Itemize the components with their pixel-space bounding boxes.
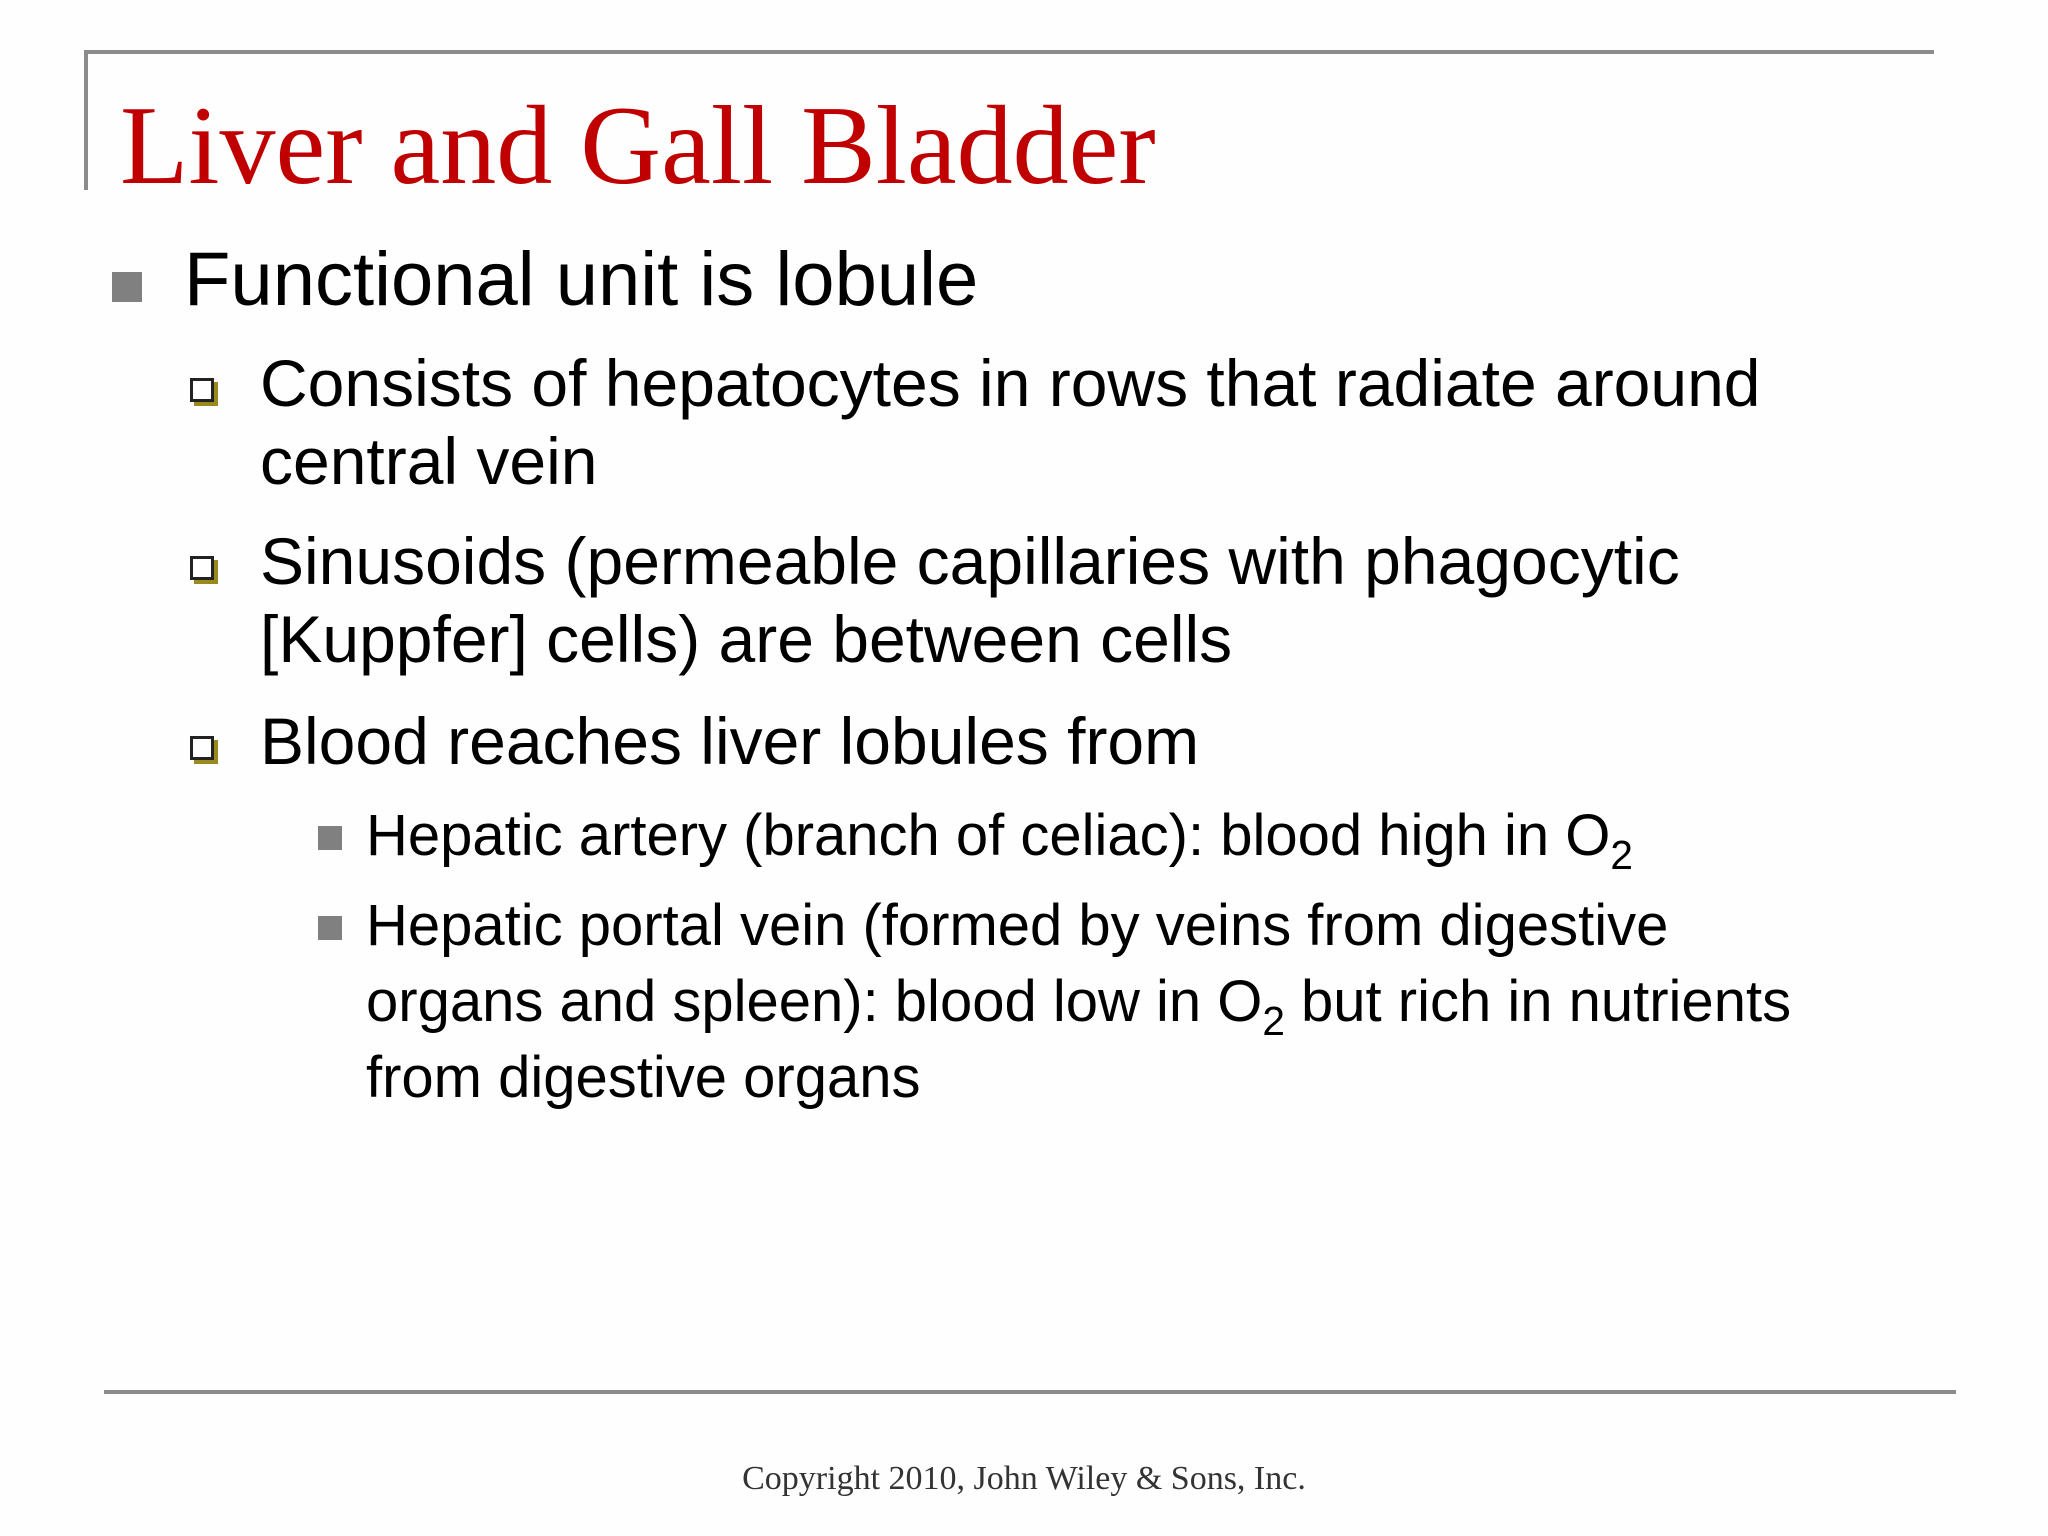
square-bullet-icon (318, 916, 342, 940)
oxygen-subscript: 2 (1262, 998, 1285, 1045)
hollow-square-bullet-icon (190, 736, 214, 760)
square-bullet-icon (112, 272, 142, 302)
left-frame-line (84, 50, 88, 190)
bottom-divider-line (104, 1390, 1956, 1394)
bullet-hepatocytes: Consists of hepatocytes in rows that radiate around central vein (260, 346, 1761, 498)
square-bullet-icon (318, 826, 342, 850)
hollow-square-bullet-icon (190, 556, 214, 580)
top-frame-line (86, 50, 1934, 54)
slide-title: Liver and Gall Bladder (120, 84, 1156, 208)
bullet-sinusoids: Sinusoids (permeable capillaries with phagocytic [Kuppfer] cells) are between cells (260, 524, 1680, 676)
bullet-functional-unit: Functional unit is lobule (184, 237, 979, 322)
portal-vein-text-after: but rich in nutrients from digestive organs (366, 969, 1792, 1110)
hollow-square-bullet-icon (190, 378, 214, 402)
portal-vein-text: Hepatic portal vein (formed by veins from digestive organs and spleen): blood low in O (366, 893, 1669, 1034)
bullet-blood-reaches: Blood reaches liver lobules from (260, 704, 1200, 778)
bullet-hepatic-portal-vein (366, 888, 1816, 1116)
hepatic-artery-text: Hepatic artery (branch of celiac): blood high in O (366, 803, 1611, 868)
copyright-footer: Copyright 2010, John Wiley & Sons, Inc. (742, 1460, 1306, 1497)
oxygen-subscript: 2 (1610, 832, 1633, 879)
bullet-hepatic-artery (366, 798, 1816, 879)
